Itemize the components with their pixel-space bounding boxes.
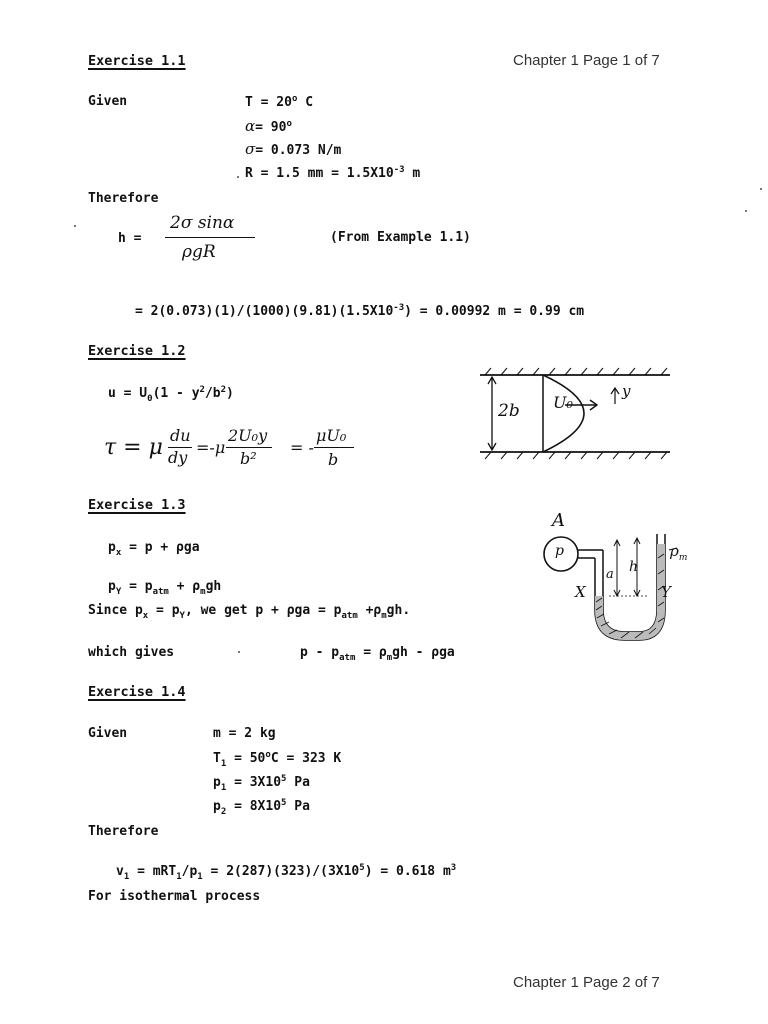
page-label-next: Chapter 1 Page 2 of 7 xyxy=(513,974,660,991)
given-final-pressure: $p_2 = 8X10^5$ Pa xyxy=(213,798,310,817)
velocity-equation: $u = U_0(1 - y^2/b^2)$ xyxy=(108,385,234,404)
pressure-at-x: $p_x = p + \rho ga$ xyxy=(108,540,200,558)
shear-numerator-3: μU₀ xyxy=(316,426,347,445)
which-gives-label: which gives xyxy=(88,645,175,660)
shear-denominator-2: b² xyxy=(240,449,257,468)
exercise-title: Exercise 1.3 xyxy=(88,497,186,513)
manometer-label-a: A xyxy=(552,510,565,531)
scan-speck xyxy=(74,225,76,227)
given-initial-pressure: $p_1 = 3X10^5$ Pa xyxy=(213,774,310,793)
given-mass: m = 2 kg xyxy=(213,726,276,741)
given-radius: R = 1.5 mm = $1.5X10^{-3}$ m xyxy=(245,165,421,181)
manometer-label-y: Y xyxy=(661,583,671,601)
given-label: Given xyxy=(88,94,128,109)
manometer-label-p: p xyxy=(555,543,564,559)
shear-numerator-2: 2U₀y xyxy=(228,426,268,445)
shear-bar-2 xyxy=(226,447,272,448)
shear-stress-lhs: τ = μ xyxy=(104,435,163,460)
manometer-diagram xyxy=(535,510,715,650)
dy-denominator: dy xyxy=(168,448,188,467)
given-label: Given xyxy=(88,726,128,741)
pressure-at-y: $p_Y = p_{atm} + \rho_mgh$ xyxy=(108,579,222,597)
diagram-label-2b: 2b xyxy=(498,401,520,421)
diagram-label-y: y xyxy=(622,382,631,400)
scan-speck xyxy=(745,210,747,212)
manometer-label-rho: $\rho_m$ xyxy=(670,542,688,563)
given-initial-temperature: $T_1 = 50^oC = 323$ K xyxy=(213,750,342,769)
therefore-label: Therefore xyxy=(88,191,159,206)
h-denominator: ρgR xyxy=(182,242,216,262)
exercise-title: Exercise 1.4 xyxy=(88,684,186,700)
scan-speck xyxy=(237,176,239,178)
h-lhs: h = xyxy=(118,231,142,246)
h-numerator: 2σ sinα xyxy=(170,213,235,233)
h-fraction-bar xyxy=(165,237,255,238)
given-temperature: $T = 20^o$ C xyxy=(245,94,314,110)
given-angle: $\alpha= 90^o$ xyxy=(245,117,292,135)
shear-equals-2: =-μ xyxy=(196,438,226,457)
h-result: = $2(0.073)(1)/(1000)(9.81)(1.5X10^{-3}) = 0.00992$ m = 0.99 cm xyxy=(135,303,585,319)
manometer-label-h: h xyxy=(629,559,639,575)
manometer-label-x: X xyxy=(575,583,586,601)
therefore-label: Therefore xyxy=(88,824,159,839)
diagram-label-u0: U₀ xyxy=(553,393,573,412)
shear-equals-3: = - xyxy=(290,438,314,457)
shear-denominator-3: b xyxy=(328,450,339,469)
given-surface-tension: σ= 0.073 N/m xyxy=(245,140,342,158)
scan-speck xyxy=(760,188,762,190)
page-label: Chapter 1 Page 1 of 7 xyxy=(513,52,660,69)
reference-note: (From Example 1.1) xyxy=(330,230,471,245)
exercise-title: Exercise 1.1 xyxy=(88,53,186,69)
equality-statement: Since $p_x = p_Y$, we get $p + \rho ga = p_{atm} +\rho_mgh$. xyxy=(88,603,411,621)
exercise-title: Exercise 1.2 xyxy=(88,343,186,359)
du-numerator: du xyxy=(170,426,191,445)
manometer-label-small-a: a xyxy=(606,567,614,582)
shear-bar-3 xyxy=(314,447,354,448)
isothermal-label: For isothermal process xyxy=(88,889,261,904)
scan-speck xyxy=(238,651,240,653)
volume-result: $v_1 = mRT_1/p_1 = 2(287)(323)/(3X10^5) = 0.618$ $m^3$ xyxy=(116,863,457,882)
pressure-difference-result: $p - p_{atm} = \rho_mgh - \rho ga$ xyxy=(300,645,455,663)
